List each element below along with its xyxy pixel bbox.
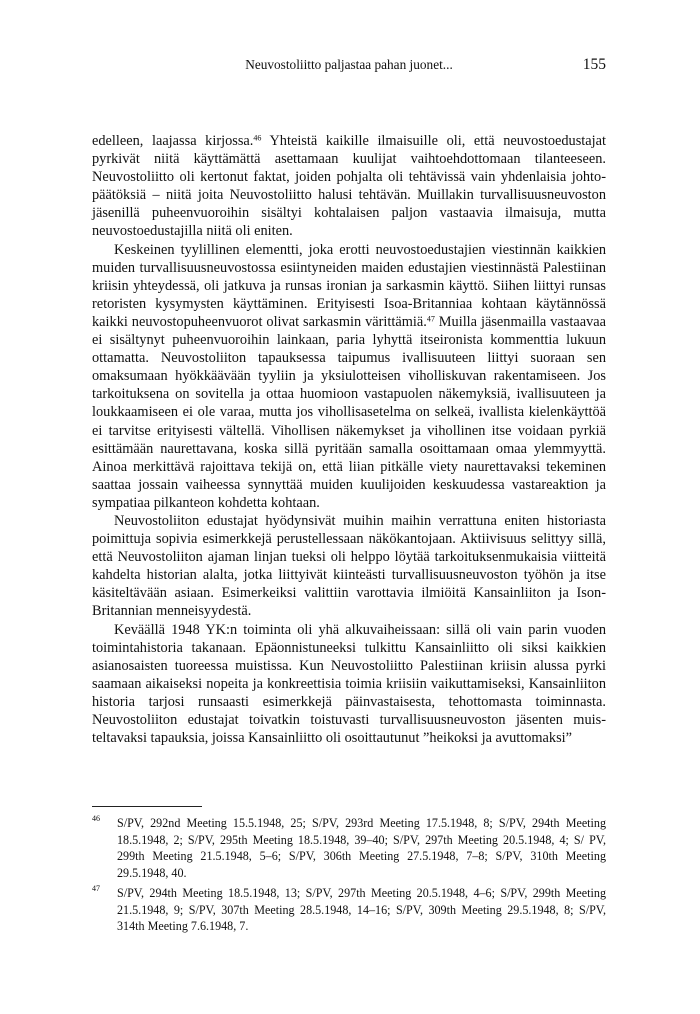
- paragraph-text: edelleen, laajassa kirjossa.: [92, 133, 254, 149]
- paragraph-4: Keväällä 1948 YK:n toiminta oli yhä alkuvaiheissaan: sillä oli vain parin vuoden toimintahistoria takanaan. Epäonnistuneeksi tulkittu Kansainliitto oli siksi kaikkien asianosaisten tuoreessa muistissa. Kun Neuvostoliitto Palestiinan kriisin alussa pyrki saamaan aikaiseksi nopeita ja konkreettisia toimia kriisiin vaikuttamiseksi, Kansainliiton historia tarjosi runsaasti esimerkkejä päinvastaisesta, tehottomasta toiminnasta. Neuvostoliiton edustajat toivatkin toistuvasti turvallisuusneuvoston jäsenten muisteltavaksi tapauksia, joissa Kansainliitto oli osoittautunut ”heikoksi ja avuttomaksi”: [92, 621, 606, 747]
- footnote-number: 46: [92, 814, 100, 823]
- paragraph-2: [92, 241, 606, 512]
- paragraph-1: [92, 132, 606, 241]
- footnote: [92, 885, 606, 935]
- paragraph-text: Yhteistä kaikille ilmaisuille oli, että neuvostoedustajat pyrkivät niitä käyttämättä asettamaan kuulijat vaihtoehdottomaan tilanteeseen. Neuvostoliitto oli kertonut faktat, joiden pohjalta oli tehtävissä vain yhdenlaisia johtopäätöksiä – niitä joita Neuvostoliitto halusi tehtävän. Muillakin turvallisuusneuvoston jäsenillä puheenvuoroihin sisältyi kohtalaisen paljon vastaavia ilmaisuja, mutta neuvostoedustajilla niitä oli eniten.: [92, 133, 606, 240]
- paragraph-text: Muilla jäsenmailla vastaavaa ei sisältynyt puheenvuoroihin lainkaan, paria lyhyttä itseironista kommenttia lukuun ottamatta. Neuvostoliiton tapauksessa taipumus ivallisuuteen liittyi suoraan sen omaksumaan hyökkäävään tyyliin ja yksiulotteisen viholliskuvan rakentamiseen. Jos tarkoituksena on sovitella ja ottaa huomioon vastapuolen näkemyksiä, ivallisuuteen ja loukkaamiseen ei ole varaa, mutta jos vihollisasetelma on selkeä, ivallista kielenkäyttöä ei tarvitse erityisesti vältellä. Vihollisen näkemykset ja vihollinen itse voidaan pyrkiä esittämään naurettavana, koska sillä pyritään samalla osoittamaan omaa ylemmyyttä. Ainoa merkittävä rajoittava tekijä on, että liian pitkälle viety naurettavaksi tekeminen saattaa jossain vaiheessa synnyttää muiden kuulijoiden keskuudessa vastareaktion ja sympatiaa pilkanteon kohdetta kohtaan.: [92, 313, 606, 511]
- footnote-separator: [92, 806, 202, 807]
- paragraph-text: Keskeinen tyylillinen elementti, joka erotti neuvostoedustajien viestinnän kaikkien muiden turvallisuusneuvostossa esiintyneiden maiden edustajien viestinnästä Palestiinan kriisin yhteydessä, oli jatkuva ja runsas ironian ja sarkasmin käyttö. Siihen liittyi runsas retoristen kysymysten käyttäminen. Erityisesti Isoa-Britanniaa kohtaan käytännössä kaikki neuvostopuheenvuorot olivat sarkasmin värittämiä.: [92, 241, 606, 330]
- running-header: [92, 55, 606, 75]
- footnote-reference: 47: [426, 314, 435, 324]
- footnote-text: S/PV, 292nd Meeting 15.5.1948, 25; S/PV, 293rd Meeting 17.5.1948, 8; S/PV, 294th Meeting 18.5.1948, 2; S/PV, 295th Meeting 18.5.1948, 39–40; S/PV, 297th Meeting 20.5.1948, 4; S/ PV, 299th Meeting 21.5.1948, 5–6; S/PV, 306th Meeting 27.5.1948, 7–8; S/PV, 310th Meeting 29.5.1948, 40.: [117, 816, 606, 881]
- paragraph-3: Neuvostoliiton edustajat hyödynsivät muihin maihin verrattuna eniten historiasta poimittuja sopivia esimerkkejä perustellessaan näkökantojaan. Aktiivisuus selittyy sillä, että Neuvostoliiton ajaman linjan tueksi oli helppo löytää tarkoituksenmukaisia viitteitä kahdelta historian alalta, jotka liittyivät kiinteästi turvallisuusneuvoston työhön ja itse käsiteltävään asiaan. Esimerkeiksi valittiin varottavia ilmiöitä Kansainliiton ja Ison-Britannian menneisyydestä.: [92, 512, 606, 620]
- page-number: 155: [582, 56, 606, 73]
- footnote-number: 47: [92, 883, 100, 893]
- footnote-reference: 46: [253, 133, 262, 143]
- running-title: Neuvostoliitto paljastaa pahan juonet...: [245, 57, 453, 72]
- footnote-text: S/PV, 294th Meeting 18.5.1948, 13; S/PV, 297th Meeting 20.5.1948, 4–6; S/PV, 299th Meeting 21.5.1948, 9; S/PV, 307th Meeting 28.5.1948, 14–16; S/PV, 309th Meeting 29.5.1948, 8; S/PV, 314th Meeting 7.6.1948, 7.: [117, 885, 606, 934]
- footnote: [92, 815, 606, 882]
- footnotes: [92, 815, 606, 938]
- main-text: [92, 132, 606, 747]
